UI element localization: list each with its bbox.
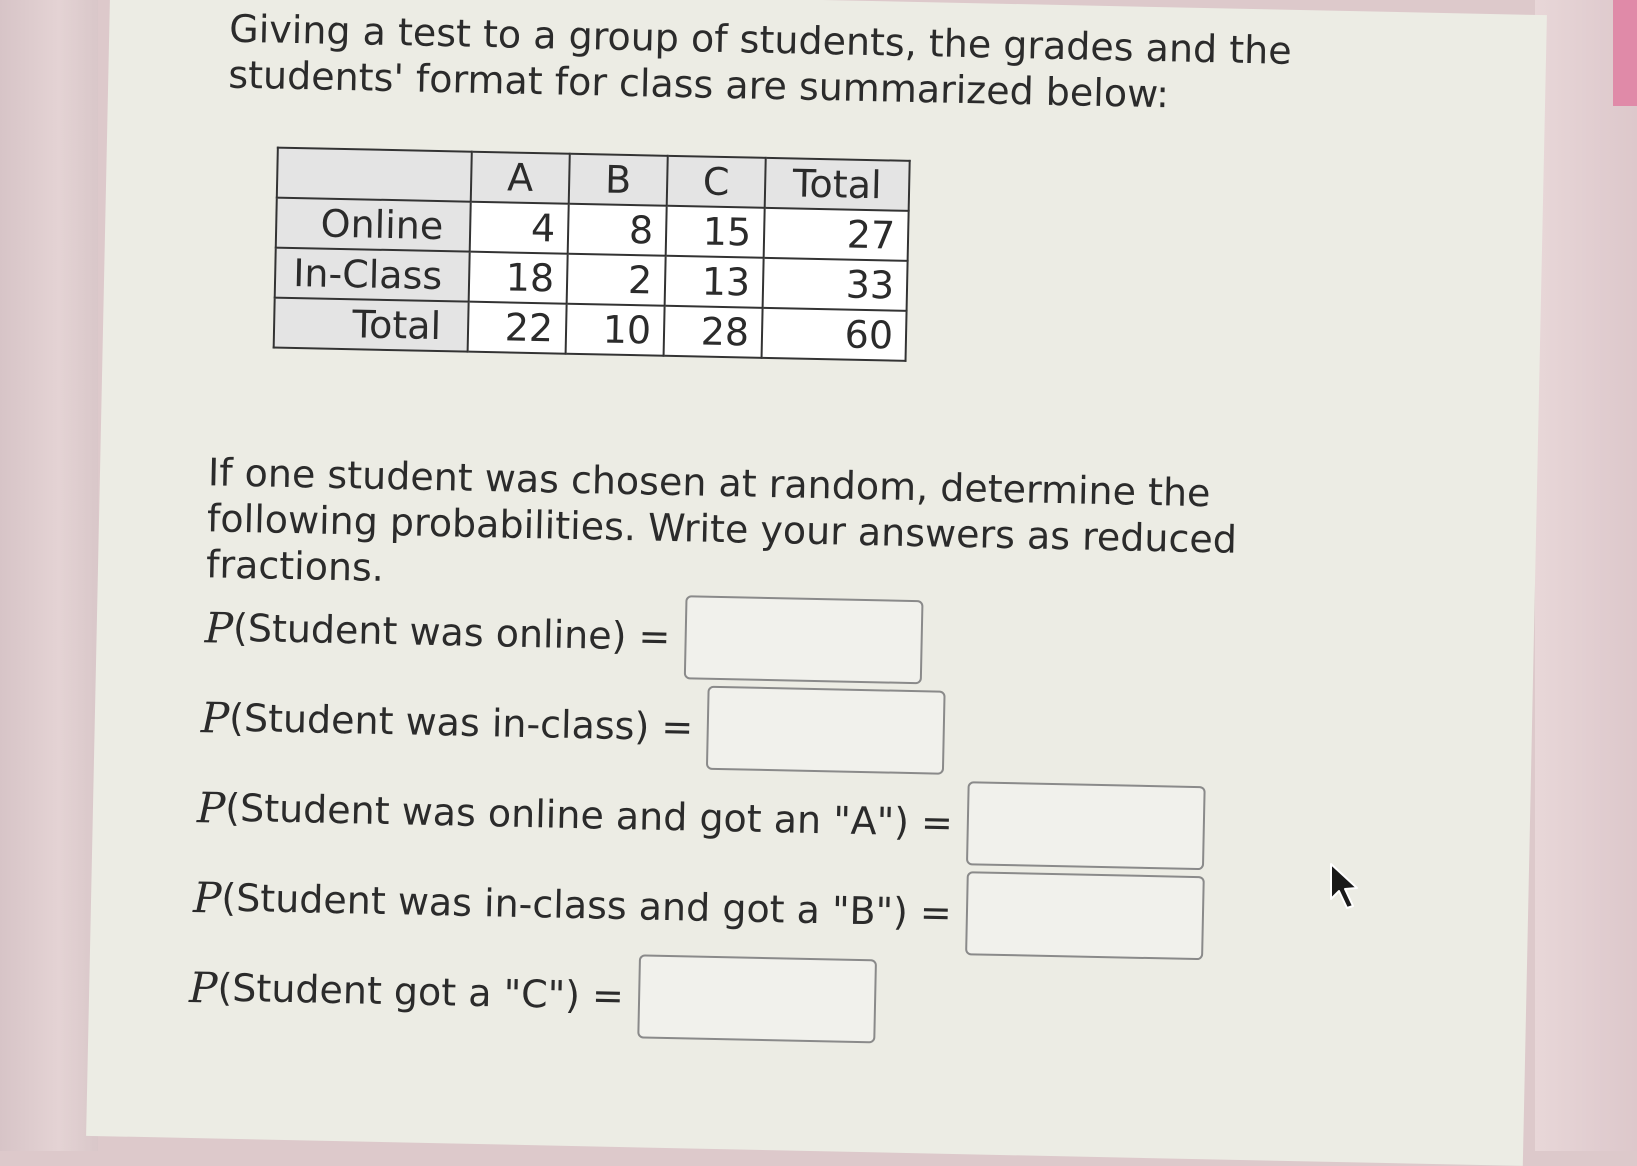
table-cell: 27 bbox=[764, 208, 909, 261]
probability-symbol: P bbox=[196, 782, 226, 833]
question-label: (Student got a "C") = bbox=[217, 965, 625, 1019]
question-online bbox=[204, 585, 923, 684]
table-cell: 8 bbox=[568, 204, 667, 256]
answer-input-grade-c[interactable] bbox=[637, 954, 877, 1043]
header-total: Total bbox=[765, 158, 910, 211]
answer-input-in-class[interactable] bbox=[706, 686, 946, 775]
question-in-class-b bbox=[192, 855, 1204, 960]
question-label: (Student was online and got an "A") = bbox=[224, 785, 954, 845]
table-cell: 18 bbox=[469, 252, 568, 304]
question-online-a bbox=[196, 765, 1206, 870]
intro-text: Giving a test to a group of students, the grades and the students' format for class are summarized below: bbox=[227, 6, 1293, 117]
table-cell: 15 bbox=[666, 206, 765, 258]
table-corner-cell bbox=[277, 148, 472, 202]
table-cell: 4 bbox=[470, 202, 569, 254]
grades-table bbox=[273, 147, 911, 362]
header-a: A bbox=[471, 152, 570, 204]
row-label-online: Online bbox=[276, 198, 471, 252]
screen-bezel-left bbox=[0, 0, 98, 1151]
table-cell: 33 bbox=[763, 258, 908, 311]
table-cell: 60 bbox=[762, 308, 907, 361]
answer-input-online[interactable] bbox=[683, 595, 923, 684]
question-grade-c bbox=[188, 945, 876, 1043]
table-cell: 2 bbox=[567, 254, 666, 306]
question-in-class bbox=[200, 675, 946, 775]
mouse-cursor-icon bbox=[1327, 862, 1363, 910]
table-cell: 22 bbox=[468, 302, 567, 354]
header-b: B bbox=[569, 154, 668, 206]
answer-input-in-class-b[interactable] bbox=[965, 871, 1205, 960]
screen-bezel-right bbox=[1535, 0, 1637, 1151]
question-label: (Student was online) = bbox=[232, 605, 671, 659]
answer-input-online-a[interactable] bbox=[966, 781, 1206, 870]
prompt-text: If one student was chosen at random, determine the following probabilities. Write your answers as reduced fractions. bbox=[205, 450, 1238, 590]
question-panel bbox=[86, 0, 1547, 1166]
question-label: (Student was in-class) = bbox=[228, 695, 694, 750]
question-label: (Student was in-class and got a "B") = bbox=[220, 875, 953, 935]
accent-bar bbox=[1613, 0, 1637, 106]
probability-symbol: P bbox=[188, 962, 219, 1013]
row-label-in-class: In-Class bbox=[275, 248, 470, 302]
row-label-total: Total bbox=[274, 298, 469, 352]
probability-symbol: P bbox=[200, 692, 230, 743]
probability-symbol: P bbox=[204, 602, 234, 653]
probability-symbol: P bbox=[192, 872, 222, 923]
table-cell: 13 bbox=[665, 256, 764, 308]
header-c: C bbox=[667, 156, 766, 208]
table-cell: 28 bbox=[664, 306, 763, 358]
table-cell: 10 bbox=[566, 304, 665, 356]
